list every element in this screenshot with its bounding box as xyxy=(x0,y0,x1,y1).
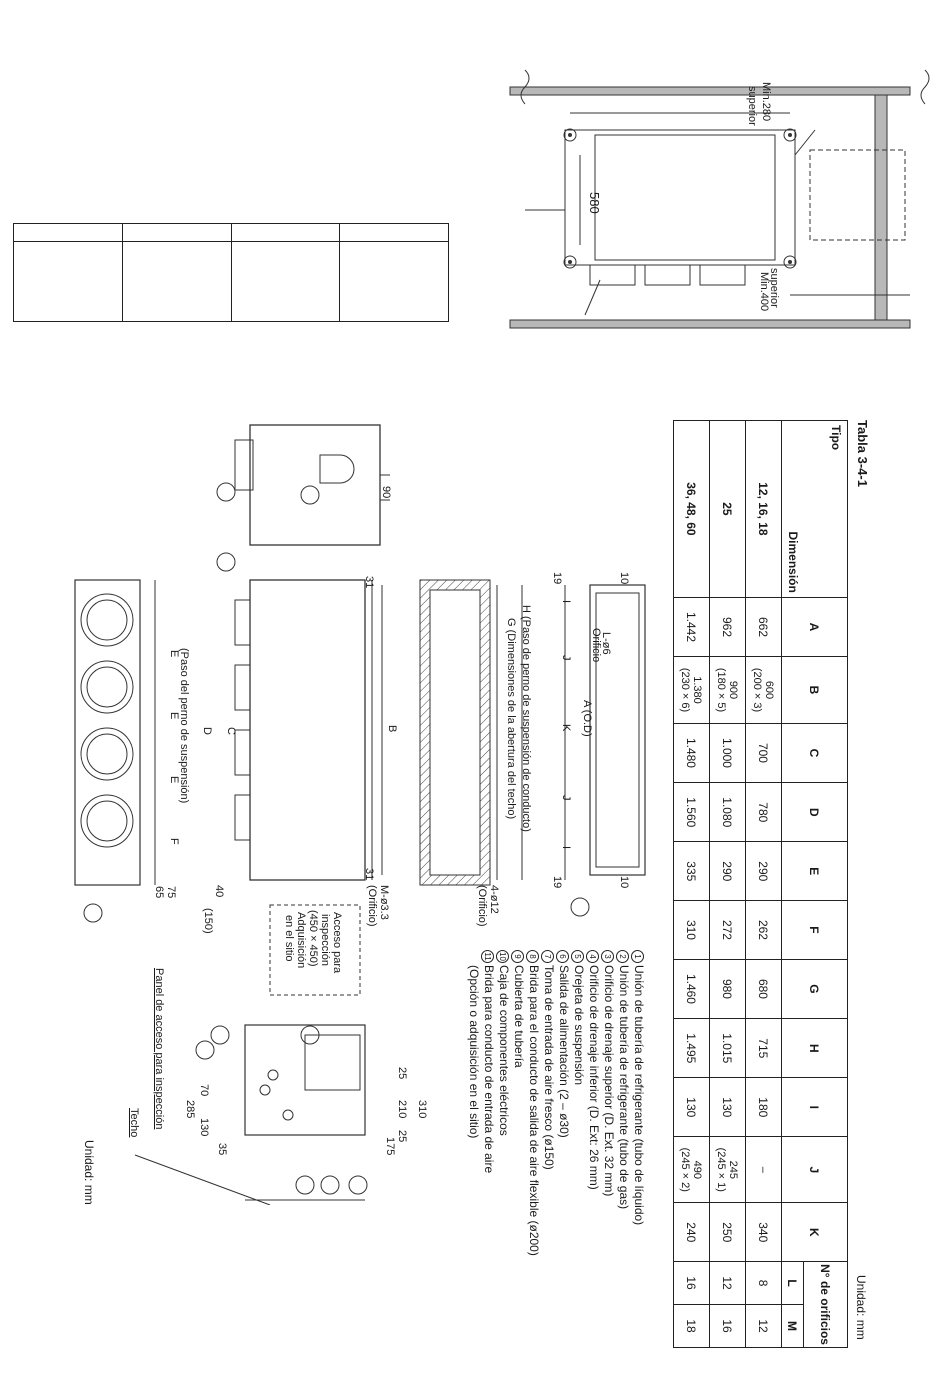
cell: 600 (200 × 3) xyxy=(746,657,782,724)
cell: 16 xyxy=(710,1305,746,1348)
table-title: Tabla 3-4-1 xyxy=(855,420,870,487)
col-l: L xyxy=(782,1262,804,1305)
table-row xyxy=(674,421,710,1348)
dim-25a: 25 xyxy=(396,1067,408,1080)
table-row xyxy=(746,421,782,1348)
dim-285: 285 xyxy=(184,1100,196,1119)
cell: 262 xyxy=(746,901,782,960)
legend-item: 4Orificio de drenaje inferior (D. Ext: 26 mm) xyxy=(586,950,601,1256)
cell: 490 (245 × 2) xyxy=(674,1137,710,1203)
col-b: B xyxy=(782,657,848,724)
dim-580: 580 xyxy=(587,192,602,214)
col-m: M xyxy=(782,1305,804,1348)
m33-label: M-ø3.3 xyxy=(378,885,390,920)
dim-19b: 19 xyxy=(551,876,563,889)
bottom-unit-label: Unidad: mm xyxy=(82,1140,96,1205)
legend-item: 9Cubierta de tubería xyxy=(511,950,526,1256)
cell: 1.460 xyxy=(674,959,710,1018)
cell: 12 xyxy=(746,1305,782,1348)
header-tipo: Tipo xyxy=(829,425,843,451)
col-g: G xyxy=(782,959,848,1018)
legend-item: 5Orejeta de suspensión xyxy=(571,950,586,1256)
paso-label: (Paso del perno de suspensión) xyxy=(178,648,190,804)
cell: 680 xyxy=(746,959,782,1018)
cell: 1.080 xyxy=(710,783,746,842)
cell: 1.495 xyxy=(674,1019,710,1078)
cell: 1.000 xyxy=(710,723,746,782)
cell: 1.380 (230 × 6) xyxy=(674,657,710,724)
dim-150: (150) xyxy=(202,908,214,934)
adquisicion-label: Adquisición xyxy=(295,912,307,969)
d-label: D xyxy=(201,727,213,735)
legend-item: 8Brida para el conducto de salida de aire flexible (ø200) xyxy=(526,950,541,1256)
row-tipo: 25 xyxy=(710,421,746,598)
b-label: B xyxy=(386,725,398,733)
min280-label: Min.280 xyxy=(760,82,772,122)
col-i: I xyxy=(782,1078,848,1137)
table-unit-label: Unidad: mm xyxy=(854,1275,868,1340)
legend-item: 7Toma de entrada de aire fresco (ø150) xyxy=(541,950,556,1256)
i1-label: I xyxy=(560,600,572,604)
legend-item: 2Unión de tubería de refrigerante (tubo de gas) xyxy=(616,950,631,1256)
orificio2-label: (Orificio) xyxy=(366,885,378,927)
table-row xyxy=(710,421,746,1348)
cell: 8 xyxy=(746,1262,782,1305)
e2-label: E xyxy=(168,712,180,720)
dim-35: 35 xyxy=(216,1143,228,1156)
col-d: D xyxy=(782,783,848,842)
dim-10b: 10 xyxy=(618,876,630,889)
four12-label: 4-ø12 xyxy=(488,885,500,914)
dim-40: 40 xyxy=(213,885,225,898)
col-orificios: N° de orificios xyxy=(804,1262,848,1348)
cell: 18 xyxy=(674,1305,710,1348)
dim-10a: 10 xyxy=(618,572,630,585)
cell: 290 xyxy=(710,842,746,901)
e3-label: E xyxy=(168,776,180,784)
cell: 245 (245 × 1) xyxy=(710,1137,746,1203)
header-dimension: Dimensión xyxy=(786,531,800,593)
spec-table xyxy=(673,420,848,1348)
cell: 1.560 xyxy=(674,783,710,842)
cell: – xyxy=(746,1137,782,1203)
table-corner-header xyxy=(782,421,848,598)
dim-70: 70 xyxy=(198,1084,210,1097)
a-od-label: A (O.D) xyxy=(581,700,593,737)
min400-label: Min.400 xyxy=(758,272,770,312)
dim-90: 90 xyxy=(380,486,392,499)
dim-25b: 25 xyxy=(396,1130,408,1143)
dim-75: 75 xyxy=(165,886,177,899)
cell: 1.015 xyxy=(710,1019,746,1078)
cell: 962 xyxy=(710,597,746,656)
inspeccion-label: inspección xyxy=(319,914,331,966)
row-tipo: 36, 48, 60 xyxy=(674,421,710,598)
dim-31b: 31 xyxy=(363,868,375,881)
cell: 1.480 xyxy=(674,723,710,782)
blank-table xyxy=(13,223,449,322)
g-label: G (Dimensiones de la abertura del techo) xyxy=(505,618,517,820)
cell: 130 xyxy=(710,1078,746,1137)
cell: 980 xyxy=(710,959,746,1018)
installation-space-drawing xyxy=(505,55,945,335)
cell: 700 xyxy=(746,723,782,782)
j1-label: J xyxy=(560,655,572,661)
cell: 340 xyxy=(746,1203,782,1262)
e1-label: E xyxy=(168,650,180,658)
legend-item: 3Orificio de drenaje superior (D. Ext. 32 mm) xyxy=(601,950,616,1256)
orificio1-label: Orificio xyxy=(590,628,602,663)
superior2-label: superior xyxy=(768,268,780,308)
superior-label: superior xyxy=(746,86,758,126)
legend-item: 10Caja de componentes eléctricos xyxy=(496,950,511,1256)
col-f: F xyxy=(782,901,848,960)
orificio3-label: (Orificio) xyxy=(476,885,488,927)
dim-175: 175 xyxy=(384,1137,396,1156)
acceso-size-label: (450 × 450) xyxy=(307,910,319,967)
cell: 250 xyxy=(710,1203,746,1262)
f-label: F xyxy=(168,838,180,845)
l6-label: L-ø6 xyxy=(600,632,612,655)
dim-310: 310 xyxy=(416,1100,428,1119)
dim-31a: 31 xyxy=(363,576,375,589)
cell: 180 xyxy=(746,1078,782,1137)
cell: 335 xyxy=(674,842,710,901)
legend-item: 11Brida para conducto de entrada de aire xyxy=(481,950,496,1256)
c-label: C xyxy=(225,727,237,735)
col-j: J xyxy=(782,1137,848,1203)
cell: 715 xyxy=(746,1019,782,1078)
i2-label: I xyxy=(560,846,572,850)
col-e: E xyxy=(782,842,848,901)
acceso-label: Acceso para xyxy=(331,912,343,974)
cell: 780 xyxy=(746,783,782,842)
cell: 662 xyxy=(746,597,782,656)
legend-item: (Opción o adquisición en el sitio) xyxy=(467,965,481,1139)
unit-dimension-drawing xyxy=(60,415,650,1205)
col-h: H xyxy=(782,1019,848,1078)
techo-label: Techo xyxy=(128,1108,140,1138)
j2-label: J xyxy=(560,795,572,801)
cell: 272 xyxy=(710,901,746,960)
col-k: K xyxy=(782,1203,848,1262)
spec-table-wrap xyxy=(673,420,848,1348)
dim-130: 130 xyxy=(198,1118,210,1137)
dim-65: 65 xyxy=(153,886,165,899)
cell: 240 xyxy=(674,1203,710,1262)
panel-label: Panel de acceso para inspección xyxy=(153,968,165,1130)
cell: 900 (180 × 5) xyxy=(710,657,746,724)
dim-210: 210 xyxy=(396,1100,408,1119)
cell: 130 xyxy=(674,1078,710,1137)
legend-item: 1Unión de tubería de refrigerante (tubo de líquido) xyxy=(631,950,646,1256)
col-c: C xyxy=(782,723,848,782)
cell: 1.442 xyxy=(674,597,710,656)
col-a: A xyxy=(782,597,848,656)
legend-item: 6Salida de alimentación (2 – ø30) xyxy=(556,950,571,1256)
k-label: K xyxy=(560,724,572,732)
row-tipo: 12, 16, 18 xyxy=(746,421,782,598)
en-sitio-label: en el sitio xyxy=(283,915,295,962)
h-label: H (Paso de perno de suspensión de conducto) xyxy=(520,605,532,832)
cell: 310 xyxy=(674,901,710,960)
dim-19a: 19 xyxy=(551,572,563,585)
cell: 16 xyxy=(674,1262,710,1305)
cell: 12 xyxy=(710,1262,746,1305)
cell: 290 xyxy=(746,842,782,901)
